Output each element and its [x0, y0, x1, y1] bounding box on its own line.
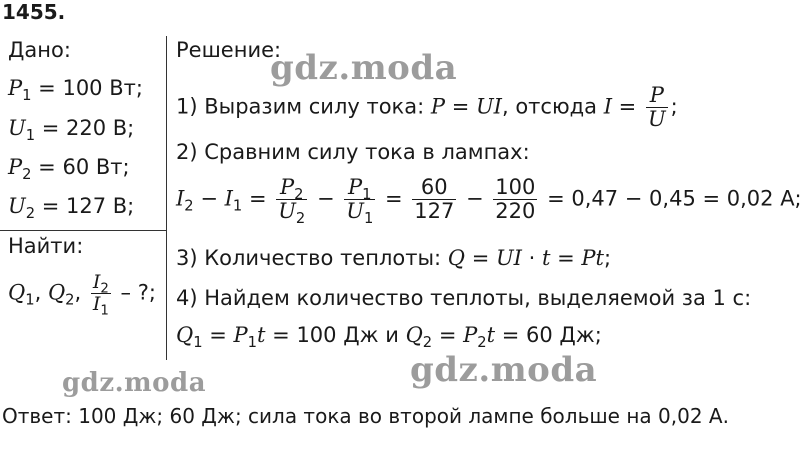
find-title: Найти: — [8, 234, 84, 258]
solution-step2: 2) Сравним силу тока в лампах: — [176, 140, 530, 164]
watermark-top-text: gdz.moda — [270, 48, 458, 88]
find-tail: – ?; — [120, 280, 156, 305]
problem-number: 1455. — [2, 0, 66, 24]
step1-mid: , отсюда — [501, 94, 598, 119]
step2-result: = 0,47 − 0,45 = 0,02 А; — [547, 186, 802, 211]
frac2-denominator: 220 — [495, 199, 536, 224]
given-p2-value: 60 Вт; — [62, 155, 130, 179]
given-u2: $U_2 = 127$ В; — [8, 194, 135, 223]
q2-value: = 60 Дж; — [501, 323, 602, 347]
find-quantities: $Q_1$, $Q_2$, $\frac{I_2}{I_1}$ – ?; — [8, 271, 156, 319]
frac2-numerator: 100 — [495, 175, 536, 199]
frac1-denominator: 127 — [414, 199, 455, 224]
solution-step4: 4) Найдем количество теплоты, выделяемой за 1 с: — [176, 286, 752, 310]
column-divider — [166, 36, 167, 360]
given-divider — [0, 230, 166, 231]
watermark-bottom-left-text: gdz.moda — [62, 368, 207, 398]
answer-line: Ответ: 100 Дж; 60 Дж; сила тока во второй лампе больше на 0,02 А. — [2, 404, 729, 428]
solution-title: Решение: — [176, 38, 282, 62]
solution-step3: 3) Количество теплоты: Q = UI · t = Pt; — [176, 246, 612, 270]
step3-prefix: 3) Количество теплоты: — [176, 246, 442, 270]
q1-value: = 100 Дж — [272, 323, 379, 347]
and-word: и — [385, 323, 399, 347]
solution-step2-formula: $I_2 - I_1$ = $\frac{P_2}{U_2}$ − $\frac{P_1}{U_1}$ = $\frac{60}{127}$ − $\frac{100}{220}$ = 0,47 − 0,45 = 0,02 А; — [176, 175, 802, 228]
given-u1: $U_1 = 220$ В; — [8, 116, 135, 145]
watermark-bottom-right — [410, 350, 597, 390]
watermark-top — [270, 48, 457, 88]
given-title: Дано: — [8, 38, 71, 62]
frac1-numerator: 60 — [420, 175, 448, 199]
given-p1-value: 100 Вт; — [62, 76, 143, 100]
solution-step4-formula: $Q_1 = P_1t = 100$ Дж и $Q_2 = P_2t = 60$ Дж; — [176, 323, 602, 352]
given-u2-value: 127 В; — [66, 194, 135, 218]
watermark-bottom-right-text: gdz.moda — [410, 350, 598, 390]
given-u1-value: 220 В; — [66, 116, 135, 140]
watermark-bottom-left — [62, 368, 206, 398]
solution-step1: 1) Выразим силу тока: P = UI, отсюда I = $\frac{P}{U}$ ; — [176, 83, 678, 132]
given-p2: $P_2 = 60$ Вт; — [8, 155, 130, 184]
step1-prefix: 1) Выразим силу тока: — [176, 94, 425, 119]
given-p1: $P_1 = 100$ Вт; — [8, 76, 143, 105]
